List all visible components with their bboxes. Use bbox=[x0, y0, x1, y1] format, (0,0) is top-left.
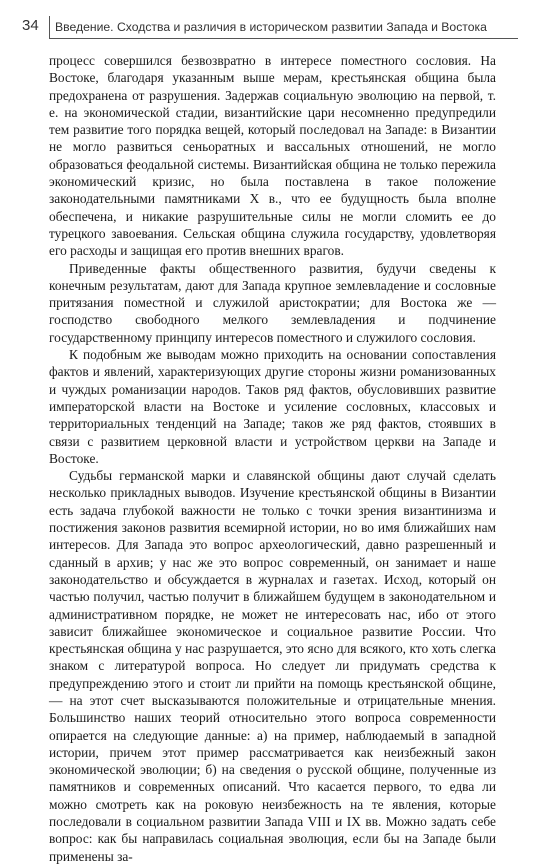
paragraph: К подобным же выводам можно приходить на основании сопоставления фактов и явлений, характеризующих другие стороны жизни романизованных и чуждых романизации народов. Таков ряд фактов, обусловивших развитие императорской власти на Востоке и усиление сословных, классовых и территориальных тенденций на Западе; таков же ряд фактов, стоявших в связи с развитием церковной власти и устройством церкви на Западе и Востоке. bbox=[49, 347, 496, 466]
header-vertical-rule bbox=[49, 16, 50, 39]
running-head-title: Введение. Сходства и различия в историческом развитии Запада и Востока bbox=[55, 20, 487, 34]
paragraph: Приведенные факты общественного развития, будучи сведены к конечным результатам, дают для Запада крупное землевладение и сословные притязания поместной и служилой аристократии; для Востока же — господство свободного мелкого землевладения и подчинение государственному принципу интересов поместного и служилого сословия. bbox=[49, 260, 496, 345]
running-header bbox=[22, 16, 518, 40]
paragraph-continued: процесс совершился безвозвратно в интересе поместного сословия. На Востоке, благодаря указанным выше мерам, крестьянская община была предохранена от разрушения. Задержав социальную эволюцию на первой, т. е. на экономической стадии, византийские цари несомненно предупредили тем развитие того порядка вещей, который последовал на Западе: в Византии не могло развиться сеньоратных и вассальных отношений, не могло образоваться феодальной системы. Византийская община не только пережила экономический кризис, но была поставлена в такое положение законодательными памятниками X в., что ее будущность была вполне обеспечена, и никакие разрушительные силы не могли сломить ее до турецкого завоевания. Сельская община служила государству, удовлетворяя его расходы и защищая его против внешних врагов. bbox=[49, 53, 496, 259]
paragraph: Судьбы германской марки и славянской общины дают случай сделать несколько прикладных выводов. Изучение крестьянской общины в Византии есть задача глубокой важности не только с точки зрения византинизма и постижения законов развития всемирной истории, но во имя ближайших нам интересов. Для Запада это вопрос археологический, давно разрешенный и сданный в архив; у нас же это вопрос современный, он занимает и наше законодательство и обсуждается в журналах и газетах. Исход, который он частью получил, частью получит в ближайшем будущем в законодательном и административном порядке, не может не интересовать нас, ибо от этого зависит ближайшее экономическое и социальное развитие России. Что крестьянская община у нас разрушается, это ясно для всякого, кто хоть слегка знаком с литературой вопроса. Но следует ли придумать средства к предупреждению этого и стоит ли прийти на помощь крестьянской общине, — на этот счет высказываются положительные и отрицательные мнения. Большинство наших теорий относительно этого вопроса современности опирается на следующие данные: а) на пример, наблюдаемый в западной истории, причем этот пример рассматривается как неизбежный закон экономической эволюции; б) на сведения о русской общине, полученные из памятников и современных описаний. Что касается первого, то едва ли можно смотреть как на роковую неизбежность на те явления, которые последовали в социальном развитии Запада VIII и IX вв. Можно задать себе вопрос: как бы направилась социальная эволюция, если бы на Западе были применены за- bbox=[49, 468, 496, 864]
page-number: 34 bbox=[22, 17, 39, 34]
header-horizontal-rule bbox=[49, 38, 518, 39]
body-text bbox=[49, 52, 496, 865]
